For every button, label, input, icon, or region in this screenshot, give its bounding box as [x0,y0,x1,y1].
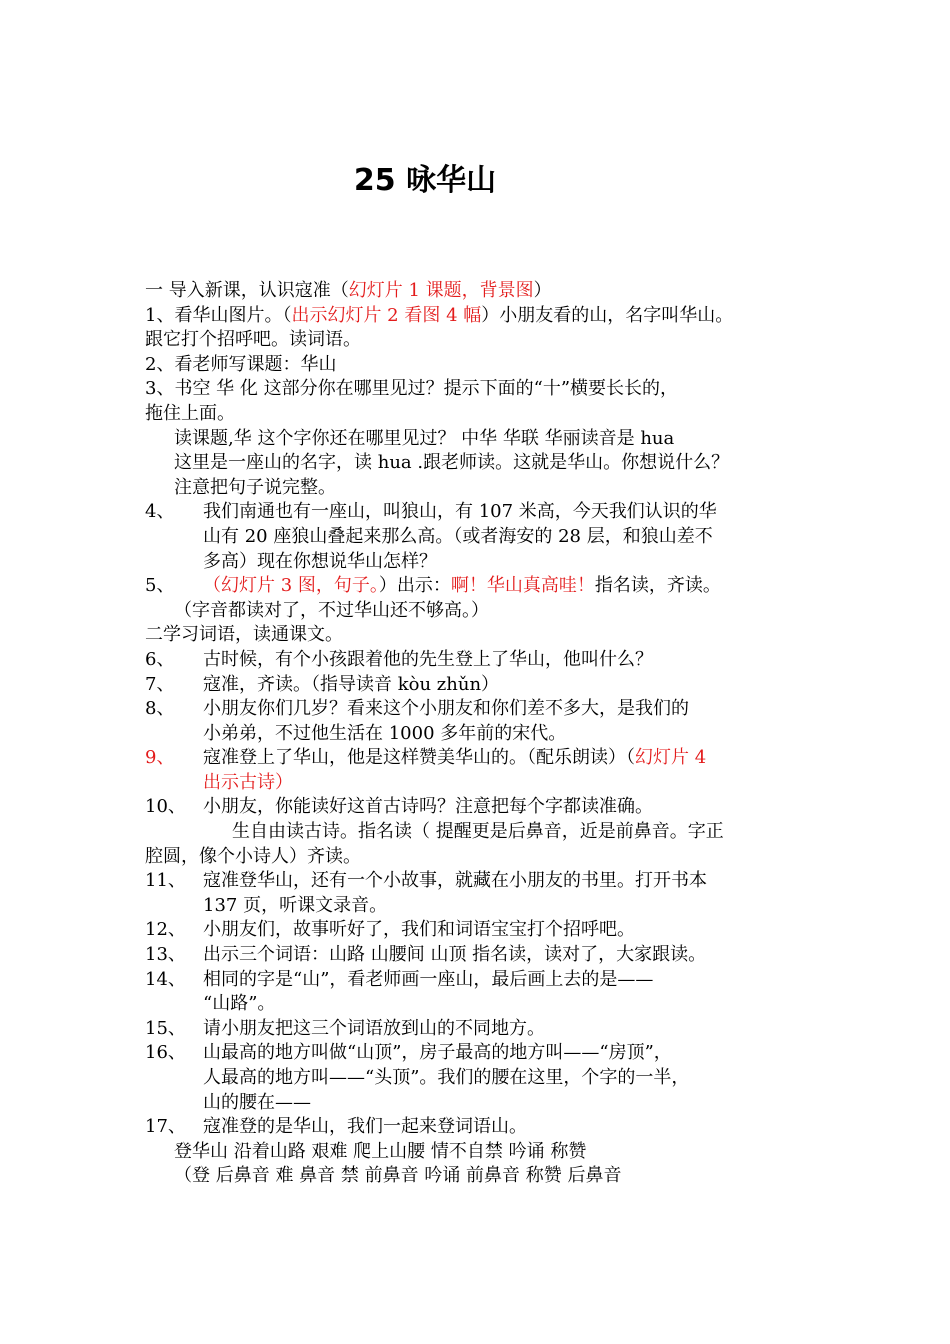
lesson-body [145,279,815,1189]
list-item: 15、 请小朋友把这三个词语放到山的不同地方。 [145,1017,545,1039]
text-line: 这里是一座山的名字，读 hua .跟老师读。这就是华山。你想说什么？ [174,452,730,474]
text-line: 2、看老师写课题：华山 [145,353,337,375]
list-item: 10、 小朋友，你能读好这首古诗吗？注意把每个字都读准确。 [145,796,653,818]
text-line: 出示古诗） [203,771,293,793]
list-item: 6、 古时候，有个小孩跟着他的先生登上了华山，他叫什么？ [145,648,653,670]
text-line: 拖住上面。 [145,402,235,424]
text-line: （字音都读对了，不过华山还不够高。） [174,599,489,621]
text-line: 人最高的地方叫——“头顶”。我们的腰在这里，个字的一半， [203,1067,690,1088]
text-line: 多高）现在你想说华山怎样？ [203,550,437,572]
text-line: 山的腰在—— [203,1091,311,1113]
page-title: 25 咏华山 [353,163,497,198]
text-line: 小弟弟，不过他生活在 1000 多年前的宋代。 [203,722,567,744]
text-line: 腔圆，像个小诗人）齐读。 [145,845,361,867]
text-line: 山有 20 座狼山叠起来那么高。（或者海安的 28 层，和狼山差不 [203,525,713,547]
list-item: 11、 寇准登华山，还有一个小故事，就藏在小朋友的书里。打开书本 [145,870,707,892]
text-line: 登华山 沿着山路 艰难 爬上山腰 情不自禁 吟诵 称赞 [174,1140,587,1162]
list-item: 4、 我们南通也有一座山，叫狼山，有 107 米高，今天我们认识的华 [145,501,717,523]
text-line: “山路”。 [203,993,276,1015]
list-item: 7、 寇准，齐读。（指导读音 kòu zhǔn） [145,673,500,695]
text-line: 1、看华山图片。（出示幻灯片 2 看图 4 幅）小朋友看的山，名字叫华山。 [145,304,734,326]
text-line: 生自由读古诗。指名读（ 提醒更是后鼻音，近是前鼻音。字正 [232,821,724,843]
section-heading: 二学习词语，读通课文。 [145,624,343,646]
list-item: 13、 出示三个词语：山路 山腰间 山顶 指名读，读对了，大家跟读。 [145,944,707,966]
text-line: 一 导入新课，认识寇准（幻灯片 1 课题，背景图） [145,280,552,301]
list-item: 8、 小朋友你们几岁？看来这个小朋友和你们差不多大，是我们的 [145,698,689,720]
text-line: （登 后鼻音 难 鼻音 禁 前鼻音 吟诵 前鼻音 称赞 后鼻音 [174,1165,622,1187]
text-line: 跟它打个招呼吧。读词语。 [145,329,361,351]
text-line: 注意把句子说完整。 [174,476,336,498]
list-item: 16、 山最高的地方叫做“山顶”，房子最高的地方叫——“房顶”， [145,1042,672,1064]
text-line: 读课题,华 这个字你还在哪里见过？ 中华 华联 华丽读音是 hua [174,427,675,449]
list-item: 17、 寇准登的是华山，我们一起来登词语山。 [145,1116,527,1138]
text-line: 3、书空 华 化 这部分你在哪里见过？提示下面的“十”横要长长的， [145,378,679,400]
list-item: 9、 寇准登上了华山，他是这样赞美华山的。（配乐朗读）（幻灯片 4 [145,747,707,769]
list-item: 5、 （幻灯片 3 图，句子。）出示：啊！华山真高哇！指名读，齐读。 [145,575,721,597]
text-line: 137 页，听课文录音。 [203,894,388,916]
list-item: 12、 小朋友们，故事听好了，我们和词语宝宝打个招呼吧。 [145,919,635,941]
list-item: 14、 相同的字是“山”，看老师画一座山，最后画上去的是—— [145,968,654,990]
